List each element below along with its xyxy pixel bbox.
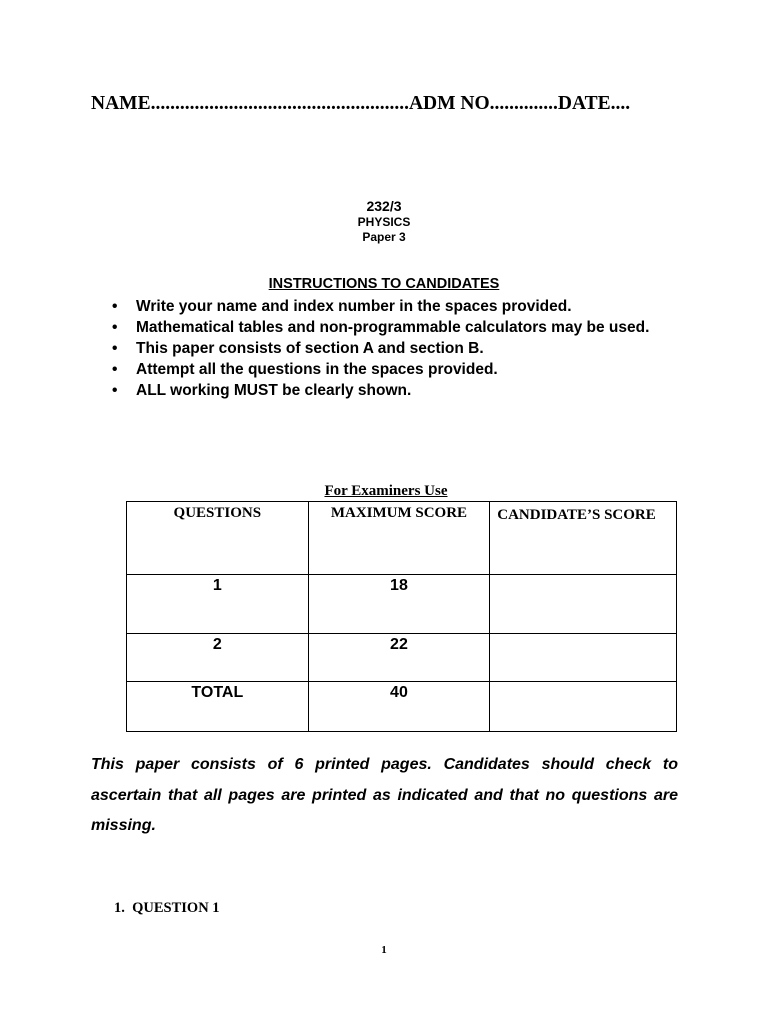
max-score-cell: 18 — [308, 575, 490, 634]
instruction-text: ALL working MUST be clearly shown. — [136, 382, 412, 399]
question-heading — [114, 900, 220, 917]
examiners-use-caption: For Examiners Use — [324, 483, 448, 499]
examiners-score-table — [126, 501, 677, 732]
candidate-score-cell[interactable] — [490, 575, 677, 634]
printed-pages-notice: This paper consists of 6 printed pages. Candidates should check to ascertain that all pages are printed as indicated and that no questions are missing. — [91, 756, 678, 834]
bullet-icon: • — [112, 382, 118, 399]
instruction-text: This paper consists of section A and section B. — [136, 340, 484, 357]
table-header-row — [127, 502, 677, 575]
bullet-icon: • — [112, 319, 118, 336]
instruction-text: Mathematical tables and non-programmable calculators may be used. — [136, 319, 650, 336]
page-number: 1 — [381, 944, 387, 956]
question-cell: 1 — [127, 575, 309, 634]
table-row — [127, 575, 677, 634]
instruction-item — [108, 317, 668, 338]
subject-name: PHYSICS — [357, 215, 411, 229]
question-cell: 2 — [127, 634, 309, 682]
bullet-icon: • — [112, 340, 118, 357]
header-questions: QUESTIONS — [127, 502, 309, 575]
instruction-text: Write your name and index number in the spaces provided. — [136, 298, 572, 315]
max-score-cell: 40 — [308, 682, 490, 732]
max-score-cell: 22 — [308, 634, 490, 682]
question-title: QUESTION 1 — [132, 900, 220, 916]
header-candidates-score: CANDIDATE’S SCORE — [490, 502, 677, 575]
question-cell: TOTAL — [127, 682, 309, 732]
header-maximum-score: MAXIMUM SCORE — [308, 502, 490, 575]
table-row-total — [127, 682, 677, 732]
instruction-item — [108, 359, 668, 380]
question-number: 1. — [114, 900, 125, 916]
bullet-icon: • — [112, 361, 118, 378]
table-row — [127, 634, 677, 682]
instruction-item — [108, 296, 668, 317]
instruction-item — [108, 338, 668, 359]
candidate-score-cell[interactable] — [490, 682, 677, 732]
instruction-text: Attempt all the questions in the spaces provided. — [136, 361, 498, 378]
candidate-score-cell[interactable] — [490, 634, 677, 682]
paper-code: 232/3 — [366, 198, 402, 214]
candidate-details-line: NAME.....................................................ADM NO..............DATE.... — [91, 93, 631, 114]
instructions-list — [108, 296, 668, 401]
instruction-item — [108, 380, 668, 401]
paper-number: Paper 3 — [362, 230, 406, 244]
bullet-icon: • — [112, 298, 118, 315]
instructions-heading: INSTRUCTIONS TO CANDIDATES — [268, 276, 500, 292]
